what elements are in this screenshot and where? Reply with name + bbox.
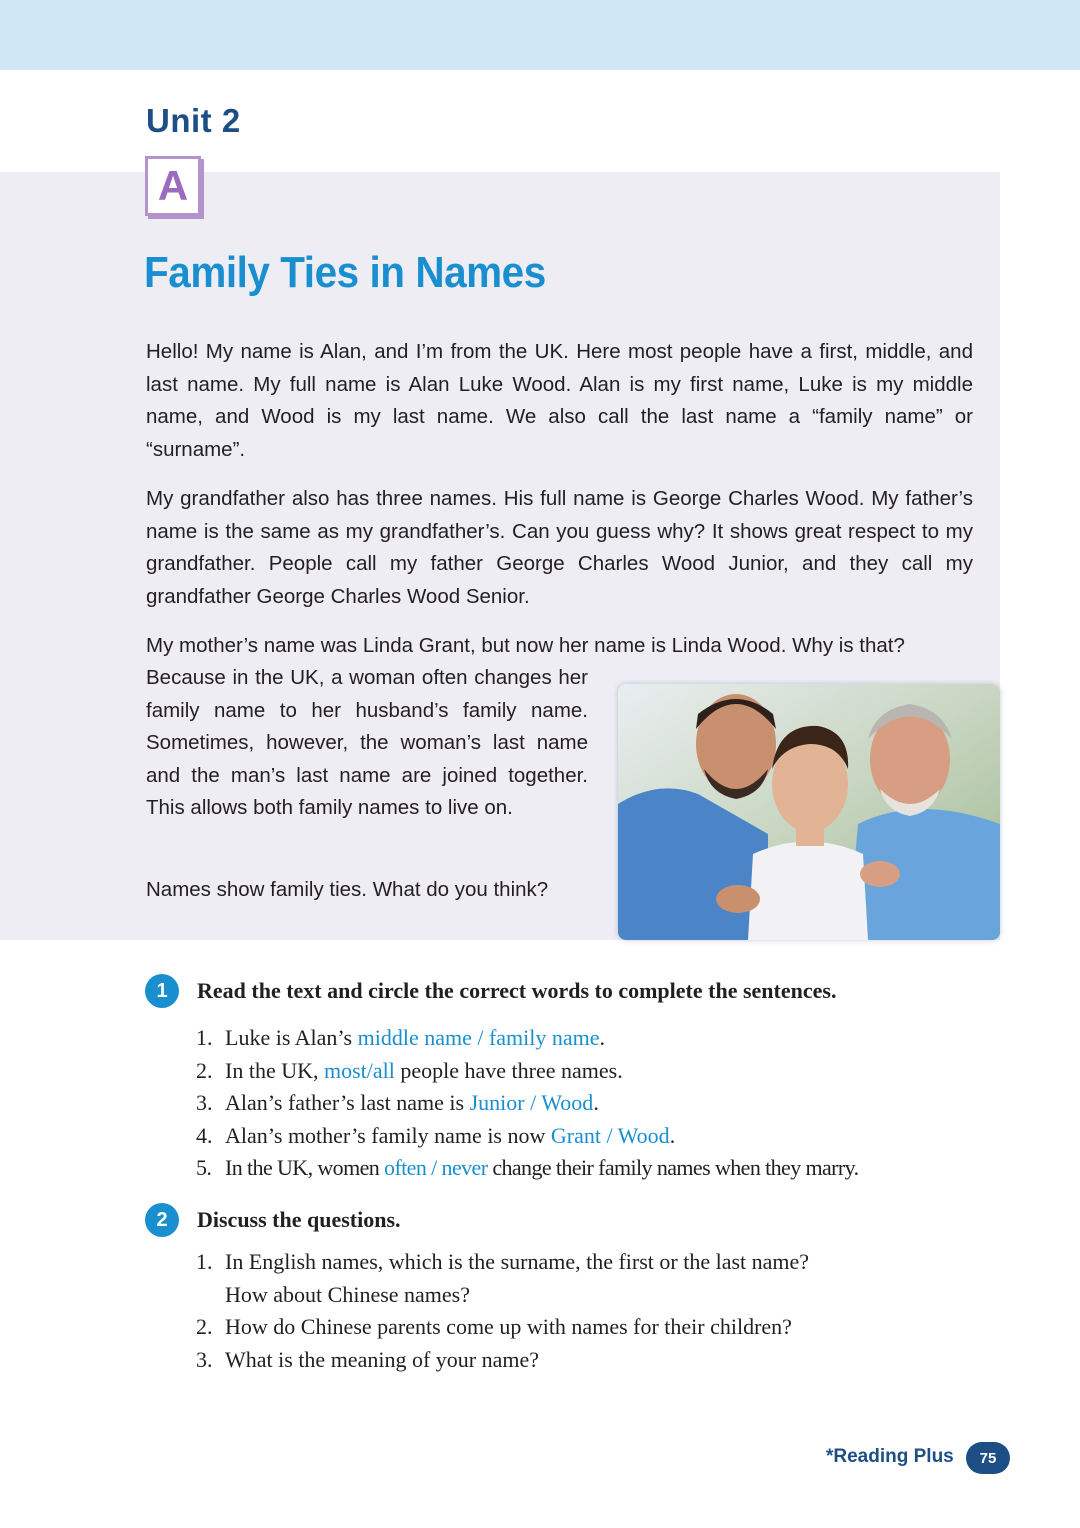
item-number: 2. — [196, 1314, 213, 1339]
reading-paragraph-1: Hello! My name is Alan, and I’m from the UK. Here most people have a first, middle, and last name. My full name is Alan Luke Wood. Alan is my first name, Luke is my middle name, and Wood is my last name. We also call the last name a “family name” or “surname”. — [146, 340, 973, 461]
list-item — [196, 1246, 809, 1311]
reading-paragraph-4: Names show family ties. What do you think? — [146, 878, 549, 901]
item-number: 1. — [196, 1025, 213, 1050]
answer-options[interactable]: most/all — [323, 1057, 395, 1083]
exercise-1-list — [196, 1022, 859, 1185]
exercise-2-list — [196, 1246, 809, 1376]
exercise-2-number-badge: 2 — [145, 1203, 179, 1237]
family-photo — [618, 684, 1000, 940]
section-letter-badge: A — [145, 156, 201, 216]
item-number: 3. — [196, 1090, 213, 1115]
item-number: 1. — [196, 1249, 213, 1274]
item-text: Luke is Alan’s — [225, 1025, 358, 1050]
item-text: people have three names. — [394, 1057, 623, 1083]
question-text-line-1: In English names, which is the surname, the first or the last name? — [225, 1249, 810, 1274]
list-item — [196, 1311, 809, 1344]
item-text: change their family names when they marry. — [487, 1155, 859, 1180]
item-text: In the UK, — [225, 1057, 324, 1083]
page-number-badge: 75 — [966, 1442, 1010, 1474]
reading-paragraph-3-rest: Because in the UK, a woman often changes her family name to her husband’s family name. Sometimes, however, the woman’s last name and the man’s last name are joined together. This allows both family names to live on. — [146, 666, 588, 819]
reading-paragraph-3-line-1: My mother’s name was Linda Grant, but now her name is Linda Wood. Why is that? — [146, 634, 905, 657]
item-text: In the UK, women — [225, 1155, 385, 1180]
exercise-2-instruction: Discuss the questions. — [197, 1207, 401, 1232]
list-item — [196, 1152, 859, 1185]
list-item — [196, 1087, 859, 1120]
exercise-1-instruction: Read the text and circle the correct words to complete the sentences. — [197, 978, 837, 1003]
reading-paragraph-2: My grandfather also has three names. His full name is George Charles Wood. My father’s name is the same as my grandfather’s. Can you guess why? It shows great respect to my grandfather. People call my father George Charles Wood Junior, and they call my grandfather George Charles Wood Senior. — [146, 487, 973, 608]
item-text: . — [669, 1122, 676, 1148]
list-item — [196, 1120, 859, 1153]
answer-options[interactable]: Grant / Wood — [550, 1122, 670, 1148]
item-number: 5. — [196, 1155, 212, 1180]
question-text-line-2: How about Chinese names? — [225, 1281, 470, 1307]
item-text: . — [593, 1090, 599, 1115]
item-text: Alan’s father’s last name is — [225, 1090, 470, 1115]
unit-title: Unit 2 — [146, 102, 241, 139]
answer-options[interactable]: middle name / family name — [357, 1025, 600, 1050]
answer-options[interactable]: often / never — [384, 1155, 488, 1180]
question-text-line-1: How do Chinese parents come up with names for their children? — [225, 1314, 792, 1339]
list-item — [196, 1344, 809, 1377]
item-text: . — [599, 1025, 606, 1050]
family-photo-illustration — [618, 684, 1000, 940]
exercise-1-header — [145, 974, 836, 1008]
question-text-line-1: What is the meaning of your name? — [225, 1346, 540, 1372]
answer-options[interactable]: Junior / Wood — [469, 1090, 594, 1115]
item-number: 4. — [196, 1122, 213, 1148]
article-title: Family Ties in Names — [144, 248, 546, 297]
footer-section-label: *Reading Plus — [826, 1446, 954, 1467]
exercise-2-header — [145, 1203, 401, 1237]
exercise-1-number-badge: 1 — [145, 974, 179, 1008]
item-number: 2. — [196, 1057, 213, 1083]
item-number: 3. — [196, 1346, 213, 1372]
list-item — [196, 1022, 859, 1055]
item-text: Alan’s mother’s family name is now — [225, 1122, 551, 1148]
list-item — [196, 1055, 859, 1088]
top-header-band — [0, 0, 1080, 70]
